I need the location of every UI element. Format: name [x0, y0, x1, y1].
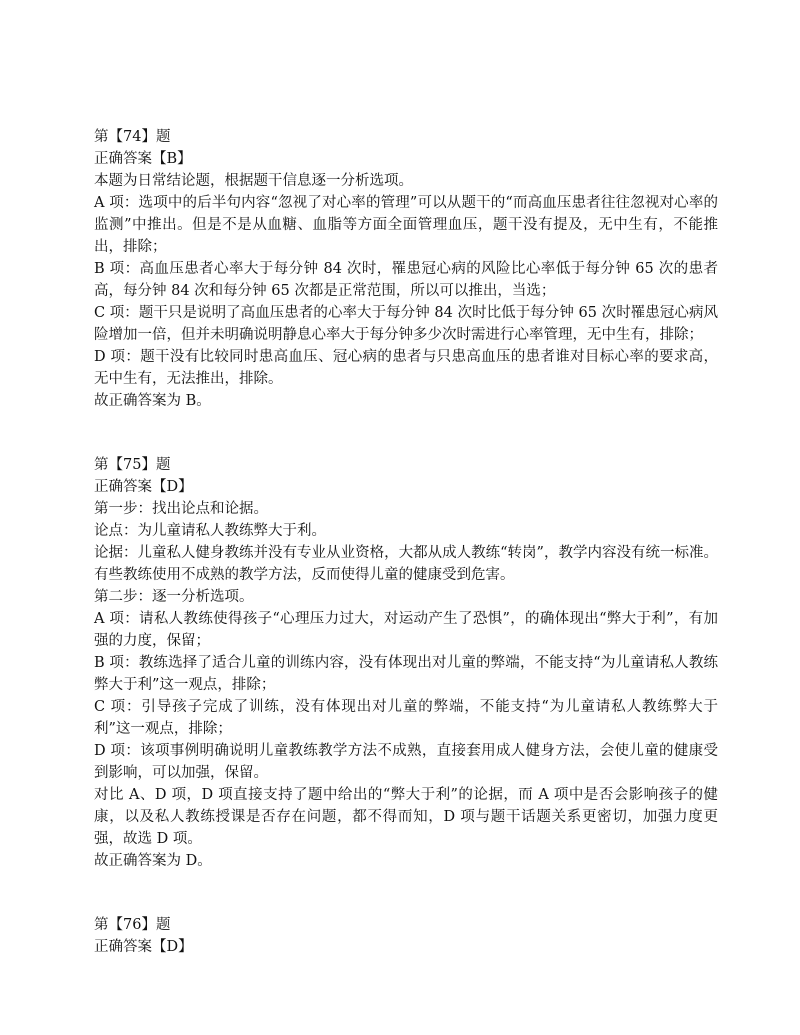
conclusion: 故正确答案为 D。 — [94, 853, 212, 869]
option-c-analysis: C 项：题干只是说明了高血压患者的心率大于每分钟 84 次时比低于每分钟 65 次时罹患冠心病风险增加一倍，但并未明确说明静息心率大于每分钟多少次时需进行心率管理，无中生有，排除； — [94, 305, 718, 343]
comparison-paragraph: 对比 A、D 项，D 项直接支持了题中给出的“弊大于利”的论据，而 A 项中是否会影响孩子的健康，以及私人教练授课是否存在问题，都不得而知，D 项与题干话题关系更密切，加强力度更强，故选 D 项。 — [94, 787, 718, 847]
argument-evidence: 论据：儿童私人健身教练并没有专业从业资格，大都从成人教练“转岗”，教学内容没有统一标准。有些教练使用不成熟的教学方法，反而使得儿童的健康受到危害。 — [94, 545, 718, 583]
option-c-analysis: C 项：引导孩子完成了训练，没有体现出对儿童的弊端，不能支持“为儿童请私人教练弊大于利”这一观点，排除； — [94, 699, 718, 737]
argument-point: 论点：为儿童请私人教练弊大于利。 — [94, 523, 326, 539]
question-title: 第【75】题 — [94, 457, 171, 473]
option-d-analysis: D 项：题干没有比较同时患高血压、冠心病的患者与只患高血压的患者谁对目标心率的要求高，无中生有，无法推出，排除。 — [94, 349, 718, 387]
option-b-analysis: B 项：教练选择了适合儿童的训练内容，没有体现出对儿童的弊端，不能支持“为儿童请私人教练弊大于利”这一观点，排除； — [94, 655, 718, 693]
explanation-paragraph: 本题为日常结论题，根据题干信息逐一分析选项。 — [94, 173, 413, 189]
option-d-analysis: D 项：该项事例明确说明儿童教练教学方法不成熟，直接套用成人健身方法，会使儿童的健康受到影响，可以加强，保留。 — [94, 743, 718, 781]
option-b-analysis: B 项：高血压患者心率大于每分钟 84 次时，罹患冠心病的风险比心率低于每分钟 65 次的患者高，每分钟 84 次和每分钟 65 次都是正常范围，所以可以推出，当选； — [94, 261, 718, 299]
conclusion: 故正确答案为 B。 — [94, 393, 211, 409]
correct-answer: 正确答案【B】 — [94, 151, 192, 167]
step-two: 第二步：逐一分析选项。 — [94, 589, 254, 605]
question-title: 第【76】题 — [94, 917, 171, 933]
question-76 — [94, 914, 718, 958]
option-a-analysis: A 项：请私人教练使得孩子“心理压力过大，对运动产生了恐惧”，的确体现出“弊大于利”，有加强的力度，保留； — [94, 611, 718, 649]
question-74 — [94, 126, 718, 412]
correct-answer: 正确答案【D】 — [94, 479, 193, 495]
question-title: 第【74】题 — [94, 129, 171, 145]
option-a-analysis: A 项：选项中的后半句内容“忽视了对心率的管理”可以从题干的“而高血压患者往往忽视对心率的监测”中推出。但是不是从血糖、血脂等方面全面管理血压，题干没有提及，无中生有，不能推出，排除； — [94, 195, 718, 255]
question-75 — [94, 454, 718, 872]
correct-answer: 正确答案【D】 — [94, 939, 193, 955]
document-page — [94, 126, 718, 958]
step-one: 第一步：找出论点和论据。 — [94, 501, 268, 517]
